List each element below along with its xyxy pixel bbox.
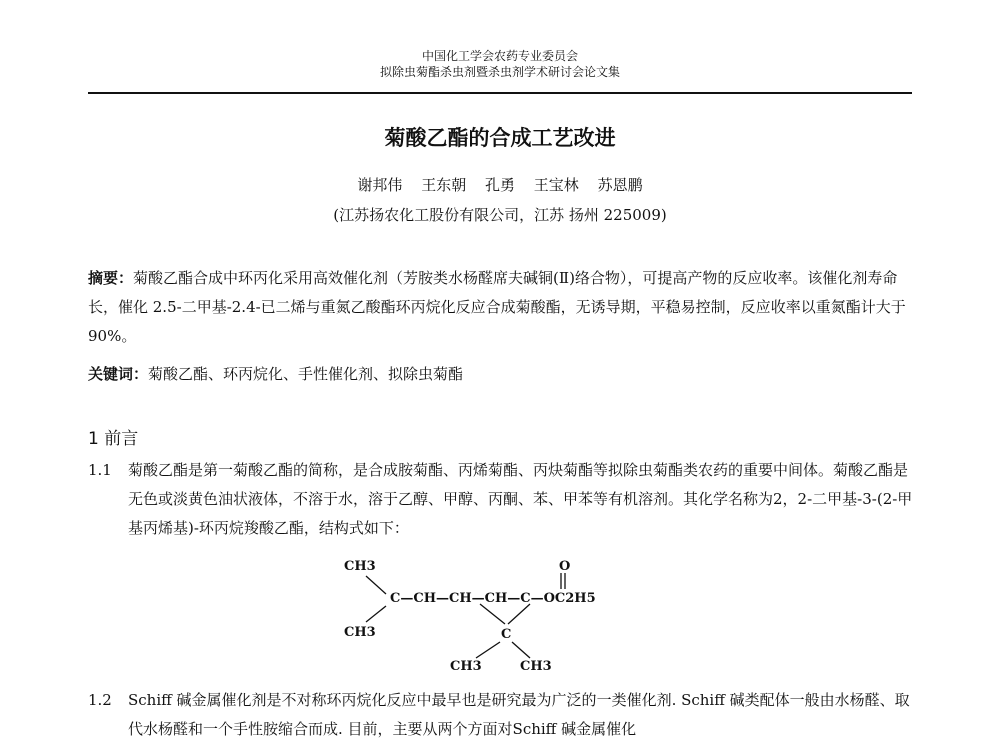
paragraph-text: Schiff 碱金属催化剂是不对称环丙烷化反应中最早也是研究最为广泛的一类催化剂. Schiff 碱类配体一般由水杨醛、取代水杨醛和一个手性胺缩合而成. 目前，主要从两个方面对Schiff 碱金属催化 — [128, 691, 910, 738]
section-heading: 1 前言 — [88, 429, 139, 449]
formula-ring-bond — [480, 604, 505, 624]
abstract-label: 摘要： — [88, 269, 134, 287]
formula-ch3-top: CH3 — [344, 559, 376, 574]
formula-bond — [366, 576, 386, 594]
keywords-label: 关键词： — [88, 365, 149, 383]
author-list — [0, 174, 1000, 195]
paper-title: 菊酸乙酯的合成工艺改进 — [384, 126, 616, 150]
formula-bond — [366, 606, 386, 622]
formula-oxygen: O — [559, 559, 571, 574]
author: 苏恩鹏 — [597, 176, 643, 194]
formula-bond — [476, 642, 500, 658]
formula-bond — [512, 642, 530, 658]
affiliation: (江苏扬农化工股份有限公司，江苏 扬州 225009) — [333, 206, 667, 224]
formula-main-chain: C—CH—CH—CH—C—OC2H5 — [390, 591, 596, 606]
paragraph-text: 菊酸乙酯是第一菊酸乙酯的简称，是合成胺菊酯、丙烯菊酯、丙炔菊酯等拟除虫菊酯类农药的重要中间体。菊酸乙酯是无色或淡黄色油状液体，不溶于水，溶于乙醇、甲醇、丙酮、苯、甲苯等有机溶剂。其化学名称为2，2-二甲基-3-(2-甲基丙烯基)-环丙烷羧酸乙酯，结构式如下： — [128, 461, 913, 537]
paragraph-number: 1.1 — [88, 461, 112, 479]
formula-ch3-bottom-left: CH3 — [450, 659, 482, 674]
author: 王宝林 — [533, 176, 579, 194]
formula-ring-bond — [508, 604, 530, 624]
structural-formula — [330, 556, 650, 676]
header-society: 中国化工学会农药专业委员会 — [421, 49, 578, 63]
keywords-text: 菊酸乙酯、环丙烷化、手性催化剂、拟除虫菊酯 — [148, 365, 464, 383]
keywords — [88, 360, 916, 389]
header-proceedings: 拟除虫菊酯杀虫剂暨杀虫剂学术研讨会论文集 — [379, 65, 620, 79]
formula-ch3-bottom-right: CH3 — [520, 659, 552, 674]
author: 王东朝 — [421, 176, 467, 194]
author: 谢邦伟 — [357, 176, 403, 194]
proceedings-header — [88, 48, 912, 80]
abstract — [88, 264, 916, 351]
author: 孔勇 — [484, 176, 515, 194]
formula-ring-carbon: C — [501, 627, 512, 642]
paragraph-1-2 — [88, 686, 918, 744]
formula-ch3-left: CH3 — [344, 625, 376, 640]
abstract-text: 菊酸乙酯合成中环丙化采用高效催化剂（芳胺类水杨醛席夫碱铜(Ⅱ)络合物），可提高产物的反应收率。该催化剂寿命长，催化 2.5-二甲基-2.4-已二烯与重氮乙酸酯环丙烷化反应合成菊酸酯，无诱导期，平稳易控制，反应收率以重氮酯计大于 90%。 — [88, 269, 906, 345]
paragraph-number: 1.2 — [88, 691, 112, 709]
header-rule — [88, 92, 912, 94]
paragraph-1-1 — [88, 456, 918, 543]
